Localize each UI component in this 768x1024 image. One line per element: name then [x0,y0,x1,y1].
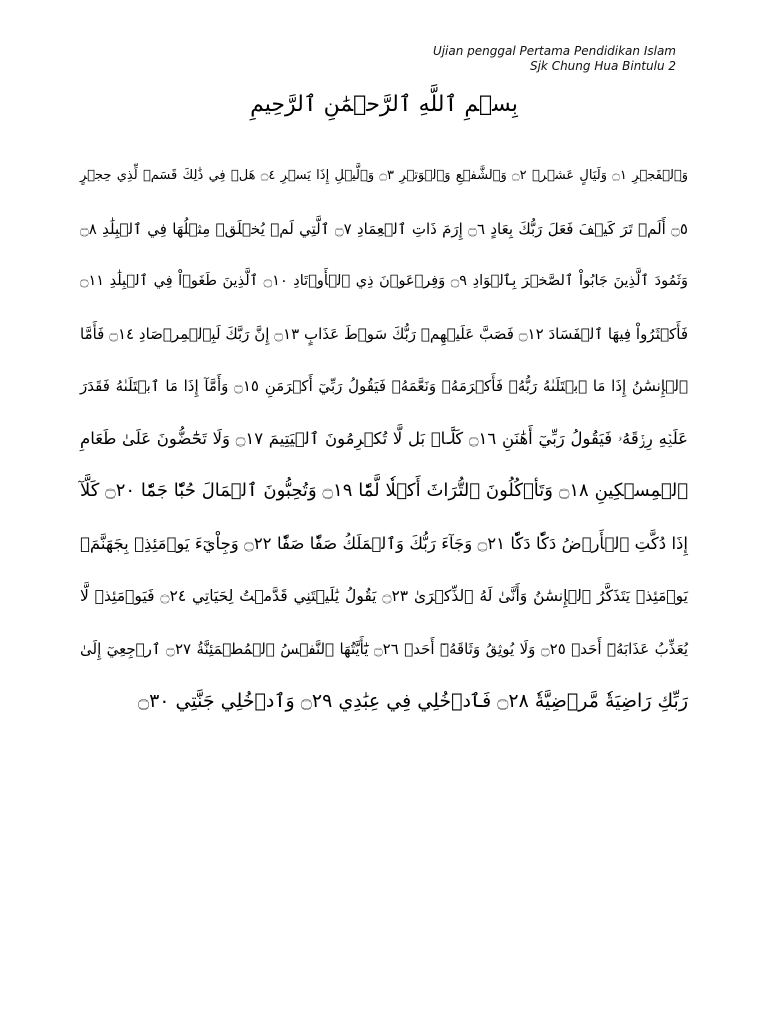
header-block [433,44,676,74]
verse-line-1: وَٱلۡفَجۡرِ ۝١ وَلَيَالٍ عَشۡرٖ ۝٢ وَٱلشَّفۡعِ وَٱلۡوَتۡرِ ۝٣ وَٱلَّيۡلِ إِذَا يَسۡرِ ۝٤ هَلۡ فِي ذَٰلِكَ قَسَمٞ لِّذِي حِجۡرٍ [80,168,688,183]
verse-line-8: إِذَا دُكَّتِ ٱلۡأَرۡضُ دَكّٗا دَكّٗا ۝٢١ وَجَآءَ رَبُّكَ وَٱلۡمَلَكُ صَفّٗا صَفّٗا ۝٢٢ وَجِاْيٓءَ يَوۡمَئِذِۭ بِجَهَنَّمَۚ [80,533,688,553]
verse-line-6: عَلَيۡهِ رِزۡقَهُۥ فَيَقُولُ رَبِّيٓ أَهَٰنَنِ ۝١٦ كَلَّاۖ بَل لَّا تُكۡرِمُونَ ٱلۡيَتِيمَ ۝١٧ وَلَا تَحَٰٓضُّونَ عَلَىٰ طَعَامِ [80,428,689,448]
basmala-heading: بِسۡمِ ٱللَّهِ ٱلرَّحۡمَٰنِ ٱلرَّحِيمِ [250,92,518,117]
surah-text [80,150,689,712]
verse-line-2: ۝٥ أَلَمۡ تَرَ كَيۡفَ فَعَلَ رَبُّكَ بِعَادٍ ۝٦ إِرَمَ ذَاتِ ٱلۡعِمَادِ ۝٧ ٱلَّتِي لَمۡ يُخۡلَقۡ مِثۡلُهَا فِي ٱلۡبِلَٰدِ ۝٨ [80,219,688,238]
verse-line-3: وَثَمُودَ ٱلَّذِينَ جَابُواْ ٱلصَّخۡرَ بِٱلۡوَادِ ۝٩ وَفِرۡعَوۡنَ ذِي ٱلۡأَوۡتَادِ ۝١٠ ٱلَّذِينَ طَغَوۡاْ فِي ٱلۡبِلَٰدِ ۝١١ [80,273,688,289]
verse-line-9: يَوۡمَئِذٖ يَتَذَكَّرُ ٱلۡإِنسَٰنُ وَأَنَّىٰ لَهُ ٱلذِّكۡرَىٰ ۝٢٣ يَقُولُ يَٰلَيۡتَنِي قَدَّمۡتُ لِحَيَاتِي ۝٢٤ فَيَوۡمَئِذٖ لَّا [80,587,688,605]
header-title: Ujian penggal Pertama Pendidikan Islam [432,44,676,58]
verse-line-7: ٱلۡمِسۡكِينِ ۝١٨ وَتَأۡكُلُونَ ٱلتُّرَاثَ أَكۡلٗا لَّمّٗا ۝١٩ وَتُحِبُّونَ ٱلۡمَالَ حُبّٗا جَمّٗا ۝٢٠ كَلَّآ [80,480,688,501]
verse-line-10: يُعَذِّبُ عَذَابَهُۥٓ أَحَدٞ ۝٢٥ وَلَا يُوثِقُ وَثَاقَهُۥٓ أَحَدٞ ۝٢٦ يَٰٓأَيَّتُهَا ٱلنَّفۡسُ ٱلۡمُطۡمَئِنَّةُ ۝٢٧ ٱرۡجِعِيٓ إِلَىٰ [80,639,688,658]
header-school: Sjk Chung Hua Bintulu 2 [529,59,676,73]
verse-line-5: ٱلۡإِنسَٰنُ إِذَا مَا ٱبۡتَلَىٰهُ رَبُّهُۥ فَأَكۡرَمَهُۥ وَنَعَّمَهُۥ فَيَقُولُ رَبِّيٓ أَكۡرَمَنِ ۝١٥ وَأَمَّآ إِذَا مَا ٱبۡتَلَىٰهُ فَقَدَرَ [80,377,688,395]
verse-line-11: رَبِّكِ رَاضِيَةٗ مَّرۡضِيَّةٗ ۝٢٨ فَٱدۡخُلِي فِي عِبَٰدِي ۝٢٩ وَٱدۡخُلِي جَنَّتِي ۝٣٠ [137,690,688,712]
verse-line-4: فَأَكۡثَرُواْ فِيهَا ٱلۡفَسَادَ ۝١٢ فَصَبَّ عَلَيۡهِمۡ رَبُّكَ سَوۡطَ عَذَابٍ ۝١٣ إِنَّ رَبَّكَ لَبِٱلۡمِرۡصَادِ ۝١٤ فَأَمَّا [80,324,688,343]
